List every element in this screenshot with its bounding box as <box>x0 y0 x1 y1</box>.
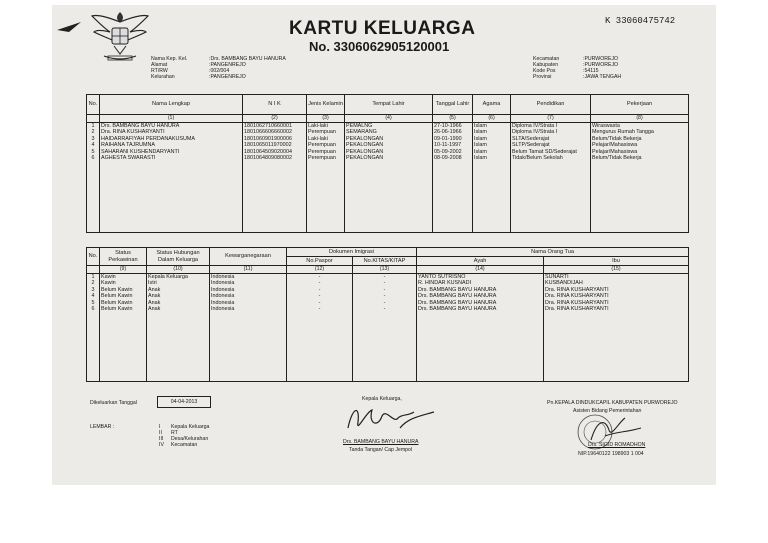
table-cell: SLTA/Sederajat <box>512 135 550 142</box>
table-cell: - <box>318 306 321 313</box>
table-cell: Perempuan <box>308 155 336 162</box>
col-number: (5) <box>433 115 473 123</box>
table-cell: - <box>383 286 386 293</box>
col-header: Jenis Kelamin <box>307 95 345 115</box>
col-number: (6) <box>473 115 511 123</box>
religion-column <box>473 123 511 233</box>
table-cell: 05-09-2002 <box>434 148 462 155</box>
col-header: No. <box>87 95 100 115</box>
table-cell: Indonesia <box>211 280 235 287</box>
header-label: Kelurahan <box>151 74 175 80</box>
kepala-name: Drs. BAMBANG BAYU HANURA <box>343 439 419 445</box>
col-header: Ibu <box>544 257 689 266</box>
table-body <box>87 123 689 233</box>
birthplace-column <box>345 123 433 233</box>
lembar-num: IV <box>159 442 164 448</box>
table-cell: - <box>383 293 386 300</box>
table-cell: Indonesia <box>211 274 235 280</box>
header-value: PANGENREJO <box>210 74 246 80</box>
table-cell: Dra. RINA KUSHARYANTI <box>545 286 609 293</box>
col-header: Nama Lengkap <box>100 95 243 115</box>
table-cell: Anak <box>148 286 161 293</box>
table-cell: 5 <box>91 299 95 306</box>
col-header: Kewarganegaraan <box>210 248 287 266</box>
table-cell: 2 <box>91 129 95 136</box>
no-column <box>87 123 100 233</box>
col-number: (13) <box>353 266 417 274</box>
lembar-list <box>159 424 209 448</box>
mother-column <box>544 274 689 382</box>
header-left-block: Nama Kep. Kel. : Drs. BAMBANG BAYU HANURA Alamat : PANGENREJO RT/RW : 002/004 Kelurahan : PANGENREJO <box>151 56 286 80</box>
kitas-column <box>353 274 417 382</box>
table-cell: Drs. BAMBANG BAYU HANURA <box>418 299 497 306</box>
col-number: (7) <box>511 115 591 123</box>
table-cell: Drs. BAMBANG BAYU HANURA <box>418 306 497 313</box>
col-number: (8) <box>591 115 689 123</box>
table-cell: Dra. RINA KUSHARYANTI <box>545 306 609 313</box>
header-value: PANGENREJO <box>210 62 246 68</box>
table-cell: Dra. RINA KUSHARYANTI <box>545 293 609 300</box>
table-cell: Pelajar/Mahasiswa <box>592 148 638 155</box>
table-cell: Drs. BAMBANG BAYU HANURA <box>101 123 180 129</box>
col-number: (3) <box>307 115 345 123</box>
header-value: PURWOREJO <box>584 56 619 62</box>
table-cell: Diploma IV/Strata I <box>512 129 558 136</box>
table-cell: - <box>318 286 321 293</box>
issued-label: Dikeluarkan Tanggal <box>90 400 137 406</box>
table-cell: 10-11-1997 <box>434 142 462 149</box>
col-header: Pendidikan <box>511 95 591 115</box>
col-header: N I K <box>243 95 307 115</box>
col-number: (4) <box>345 115 433 123</box>
table-cell: 4 <box>91 142 95 149</box>
col-number <box>87 115 100 123</box>
official-title: Pn.KEPALA DINDUKCAPIL KABUPATEN PURWOREJO <box>547 400 678 406</box>
table-cell: Kawin <box>101 280 116 287</box>
header-label: Alamat <box>151 62 168 68</box>
table-cell: 1 <box>91 274 95 280</box>
family-status-table <box>86 247 689 382</box>
col-header: No. <box>87 248 100 266</box>
col-number: (10) <box>147 266 210 274</box>
table-cell: - <box>318 274 321 280</box>
table-cell: Indonesia <box>211 293 235 300</box>
table-cell: 27-10-1966 <box>434 123 462 129</box>
table-cell: PEMALNG <box>346 123 373 129</box>
table-cell: 5 <box>91 148 95 155</box>
header-value: 54115 <box>584 68 599 74</box>
col-number: (11) <box>210 266 287 274</box>
table-cell: - <box>383 280 386 287</box>
table-cell: Belum Kawin <box>101 299 133 306</box>
family-members-table <box>86 94 689 233</box>
birthdate-column <box>433 123 473 233</box>
table-cell: - <box>318 299 321 306</box>
kepala-note: Tanda Tangan/ Cap Jempol <box>349 447 413 453</box>
col-number: (12) <box>287 266 353 274</box>
header-label: Kode Pos <box>533 68 556 74</box>
col-header: Dokumen Imigrasi <box>287 248 417 257</box>
table-cell: Belum/Tidak Bekerja <box>592 135 642 142</box>
table-cell: AGHESTA SWARASTI <box>101 155 156 162</box>
issued-date: 04-04-2013 <box>157 396 211 408</box>
lembar-num: III <box>159 436 164 442</box>
table-cell: Laki-laki <box>308 135 328 142</box>
header-label: Kabupaten <box>533 62 559 68</box>
header-label: Provinsi <box>533 74 552 80</box>
table-cell: 1801066606660002 <box>244 129 292 136</box>
table-cell: Pelajar/Mahasiswa <box>592 142 638 149</box>
table-cell: SEMARANG <box>346 129 377 136</box>
table-cell: SAHARANI KUSHENDARYANTI <box>101 148 180 155</box>
col-number: (14) <box>417 266 544 274</box>
name-column <box>100 123 243 233</box>
col-header: No.Paspor <box>287 257 353 266</box>
signature-kepala-icon <box>338 398 438 440</box>
table-cell: Laki-laki <box>308 123 328 129</box>
table-cell: Belum Tamat SD/Sederajat <box>512 148 577 155</box>
col-header: Ayah <box>417 257 544 266</box>
col-number: (9) <box>100 266 147 274</box>
col-number: (15) <box>544 266 689 274</box>
table-cell: HAIDARRAFIYAH PERDANAKUSUMA <box>101 135 195 142</box>
header-value: Drs. BAMBANG BAYU HANURA <box>210 56 286 62</box>
table-cell: Drs. BAMBANG BAYU HANURA <box>418 286 497 293</box>
table-cell: Islam <box>474 155 487 162</box>
table-cell: Indonesia <box>211 286 235 293</box>
table-cell: 1 <box>91 123 95 129</box>
table-cell: Perempuan <box>308 148 336 155</box>
col-number: (1) <box>100 115 243 123</box>
header-value: 002/004 <box>210 68 230 74</box>
table-cell: 1801062710660001 <box>244 123 292 129</box>
father-column <box>417 274 544 382</box>
table-cell: Indonesia <box>211 299 235 306</box>
header-label: Kecamatan <box>533 56 560 62</box>
relation-column <box>147 274 210 382</box>
table-cell: 4 <box>91 293 95 300</box>
table-body <box>87 274 689 382</box>
col-number <box>87 266 100 274</box>
education-column <box>511 123 591 233</box>
table-cell: - <box>318 293 321 300</box>
table-cell: Islam <box>474 123 487 129</box>
table-cell: 6 <box>91 306 95 313</box>
table-cell: Dra. RINA KUSHARYANTI <box>545 299 609 306</box>
table-cell: Perempuan <box>308 129 336 136</box>
header-value: PURWOREJO <box>584 62 619 68</box>
table-cell: R. HINDAR KUSNADI <box>418 280 472 287</box>
table-cell: Diploma IV/Strata I <box>512 123 558 129</box>
table-cell: 1801060901900006 <box>244 135 292 142</box>
pen-mark-icon <box>55 20 85 34</box>
table-cell: Perempuan <box>308 142 336 149</box>
table-cell: Wiraswasta <box>592 123 620 129</box>
citizenship-column <box>210 274 287 382</box>
table-cell: 08-09-2008 <box>434 155 462 162</box>
table-cell: SUNARTI <box>545 274 569 280</box>
table-cell: Islam <box>474 142 487 149</box>
document-number: No. 3306062905120001 <box>309 39 450 54</box>
no-column <box>87 274 100 382</box>
table-cell: 3 <box>91 286 95 293</box>
col-header: Tanggal Lahir <box>433 95 473 115</box>
table-cell: - <box>383 299 386 306</box>
table-cell: - <box>383 274 386 280</box>
occupation-column <box>591 123 689 233</box>
table-cell: Mengurus Rumah Tangga <box>592 129 654 136</box>
col-number: (2) <box>243 115 307 123</box>
col-header: Agama <box>473 95 511 115</box>
table-cell: 1801064509020004 <box>244 148 292 155</box>
serial-number: K 33060475742 <box>605 16 676 26</box>
table-cell: Belum/Tidak Bekerja <box>592 155 642 162</box>
table-cell: 2 <box>91 280 95 287</box>
kepala-title: Kepala Keluarga, <box>362 396 402 402</box>
table-cell: Istri <box>148 280 157 287</box>
table-cell: 6 <box>91 155 95 162</box>
header-value: JAWA TENGAH <box>584 74 622 80</box>
official-subtitle: Asisten Bidang Pemerintahan <box>573 408 642 414</box>
table-cell: Kawin <box>101 274 116 280</box>
col-header: Tempat Lahir <box>345 95 433 115</box>
table-cell: RAIHANA TAJRUMNA <box>101 142 156 149</box>
table-cell: Kepala Keluarga <box>148 274 188 280</box>
col-header: No.KITAS/KITAP <box>353 257 417 266</box>
lembar-label: LEMBAR : <box>90 424 115 430</box>
table-cell: YANTO SUTRISNO <box>418 274 466 280</box>
header-label: RT/RW <box>151 68 168 74</box>
table-cell: PEKALONGAN <box>346 148 384 155</box>
col-header: Nama Orang Tua <box>417 248 689 257</box>
table-cell: Tidak/Belum Sekolah <box>512 155 563 162</box>
table-cell: Anak <box>148 299 161 306</box>
table-cell: Islam <box>474 129 487 136</box>
official-nip: NIP.19640122 198903 1 004 <box>578 451 644 457</box>
document-title: KARTU KELUARGA <box>289 18 476 39</box>
table-cell: Anak <box>148 306 161 313</box>
table-cell: PEKALONGAN <box>346 155 384 162</box>
lembar-num: II <box>159 430 162 436</box>
table-cell: SLTP/Sederajat <box>512 142 550 149</box>
table-cell: Drs. BAMBANG BAYU HANURA <box>418 293 497 300</box>
table-cell: PEKALONGAN <box>346 135 384 142</box>
garuda-emblem-icon <box>90 8 150 66</box>
marital-column <box>100 274 147 382</box>
table-cell: Dra. RINA KUSHARYANTI <box>101 129 165 136</box>
table-cell: 1801064809080002 <box>244 155 292 162</box>
table-cell: Belum Kawin <box>101 306 133 313</box>
col-header: Status Perkawinan <box>100 248 147 266</box>
table-cell: PEKALONGAN <box>346 142 384 149</box>
official-name: Drs. SIGID ROMADHON <box>588 442 646 448</box>
lembar-text: RT <box>171 430 178 436</box>
table-cell: Anak <box>148 293 161 300</box>
passport-column <box>287 274 353 382</box>
col-header: Status Hubungan Dalam Keluarga <box>147 248 210 266</box>
table-cell: Islam <box>474 135 487 142</box>
lembar-text: Kepala Keluarga <box>171 424 210 430</box>
table-cell: 3 <box>91 135 95 142</box>
table-cell: - <box>318 280 321 287</box>
table-cell: Indonesia <box>211 306 235 313</box>
table-cell: Belum Kawin <box>101 293 133 300</box>
lembar-num: I <box>159 424 161 430</box>
table-cell: - <box>383 306 386 313</box>
header-right-block: Kecamatan : PURWOREJO Kabupaten : PURWOREJO Kode Pos : 54115 Provinsi : JAWA TENGAH <box>533 56 622 80</box>
col-header: Pekerjaan <box>591 95 689 115</box>
lembar-text: Kecamatan <box>171 442 198 448</box>
gender-column <box>307 123 345 233</box>
table-cell: 26-06-1966 <box>434 129 462 136</box>
table-cell: 09-01-1990 <box>434 135 462 142</box>
lembar-text: Desa/Kelurahan <box>171 436 209 442</box>
nik-column <box>243 123 307 233</box>
table-cell: Islam <box>474 148 487 155</box>
table-cell: Belum Kawin <box>101 286 133 293</box>
header-label: Nama Kep. Kel. <box>151 56 188 62</box>
table-cell: 1801065011970002 <box>244 142 292 149</box>
table-cell: KUSBANDIJAH <box>545 280 583 287</box>
